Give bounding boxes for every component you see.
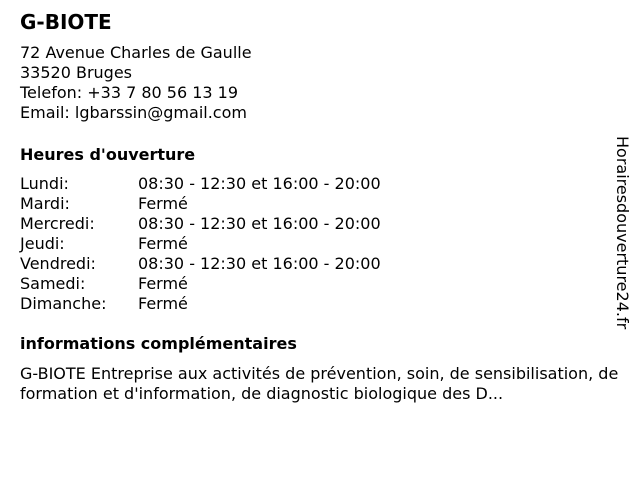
hours-row-friday bbox=[20, 254, 381, 274]
business-name: G-BIOTE bbox=[20, 10, 112, 34]
email-line: Email: lgbarssin@gmail.com bbox=[20, 103, 247, 122]
day-label: Lundi: bbox=[20, 174, 69, 193]
hours-value: Fermé bbox=[138, 294, 188, 313]
hours-value: Fermé bbox=[138, 234, 188, 253]
hours-row-thursday bbox=[20, 234, 381, 254]
site-watermark: Horairesdouverture24.fr bbox=[613, 136, 632, 330]
hours-row-tuesday bbox=[20, 194, 381, 214]
hours-row-saturday bbox=[20, 274, 381, 294]
day-label: Mercredi: bbox=[20, 214, 95, 233]
contact-block bbox=[20, 43, 252, 123]
hours-value: Fermé bbox=[138, 194, 188, 213]
day-label: Dimanche: bbox=[20, 294, 107, 313]
hours-value: 08:30 - 12:30 et 16:00 - 20:00 bbox=[138, 254, 381, 273]
hours-row-monday bbox=[20, 174, 381, 194]
business-description: G-BIOTE Entreprise aux activités de prévention, soin, de sensibilisation, de formation et d'information, de diagnostic biologique des D... bbox=[20, 364, 619, 403]
day-label: Mardi: bbox=[20, 194, 70, 213]
opening-hours-list bbox=[20, 174, 381, 314]
phone-line: Telefon: +33 7 80 56 13 19 bbox=[20, 83, 239, 102]
info-heading: informations complémentaires bbox=[20, 334, 297, 353]
address-line: 72 Avenue Charles de Gaulle bbox=[20, 43, 252, 62]
day-label: Vendredi: bbox=[20, 254, 96, 273]
hours-row-wednesday bbox=[20, 214, 381, 234]
day-label: Jeudi: bbox=[20, 234, 65, 253]
hours-value: 08:30 - 12:30 et 16:00 - 20:00 bbox=[138, 214, 381, 233]
hours-row-sunday bbox=[20, 294, 381, 314]
hours-value: 08:30 - 12:30 et 16:00 - 20:00 bbox=[138, 174, 381, 193]
day-label: Samedi: bbox=[20, 274, 86, 293]
postal-city: 33520 Bruges bbox=[20, 63, 133, 82]
hours-value: Fermé bbox=[138, 274, 188, 293]
hours-heading: Heures d'ouverture bbox=[20, 145, 196, 164]
